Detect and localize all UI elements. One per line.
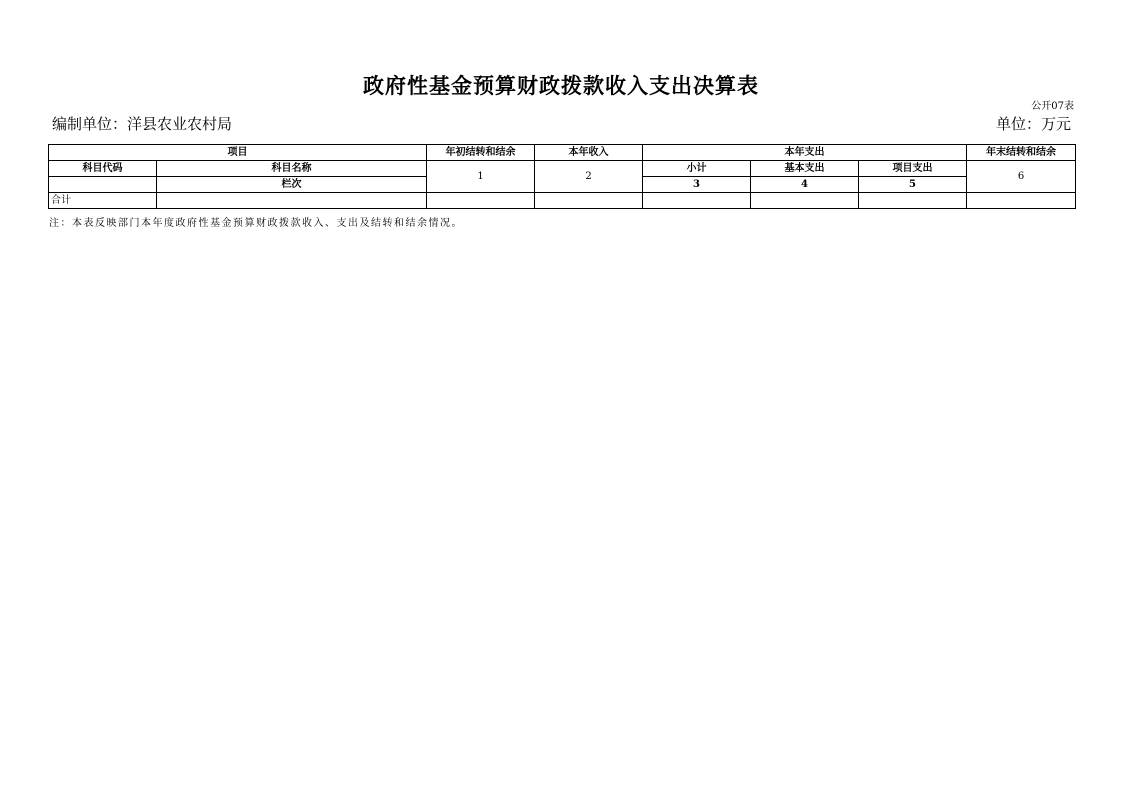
total-end-balance: [967, 193, 1076, 209]
column-number-begin-balance: 1: [427, 161, 535, 193]
empty-code-cell: [49, 177, 157, 193]
header-item: 项目: [49, 145, 427, 161]
budget-table: [48, 144, 1076, 209]
total-project-expense: [859, 193, 967, 209]
prepared-by-unit: 编制单位：洋县农业农村局: [52, 115, 233, 133]
header-project-expense: 项目支出: [859, 161, 967, 177]
header-basic-expense: 基本支出: [751, 161, 859, 177]
header-row-2: [49, 161, 1076, 177]
total-subtotal: [643, 193, 751, 209]
table-note: 注：本表反映部门本年度政府性基金预算财政拨款收入、支出及结转和结余情况。: [49, 218, 463, 229]
header-end-balance: 年末结转和结余: [967, 145, 1076, 161]
column-number-end-balance: 6: [967, 161, 1076, 193]
column-number-project-expense: 5: [859, 177, 967, 193]
header-current-expense: 本年支出: [643, 145, 967, 161]
header-column-index: 栏次: [157, 177, 427, 193]
column-number-basic-expense: 4: [751, 177, 859, 193]
column-number-current-income: 2: [535, 161, 643, 193]
currency-unit: 单位：万元: [995, 115, 1071, 133]
total-basic-expense: [751, 193, 859, 209]
form-code: 公开07表: [1031, 101, 1074, 112]
total-row: [49, 193, 1076, 209]
header-row-1: [49, 145, 1076, 161]
total-label: 合计: [49, 193, 157, 209]
page-title: 政府性基金预算财政拨款收入支出决算表: [363, 73, 759, 98]
total-begin-balance: [427, 193, 535, 209]
header-subtotal: 小计: [643, 161, 751, 177]
header-current-income: 本年收入: [535, 145, 643, 161]
total-current-income: [535, 193, 643, 209]
total-subject-name: [157, 193, 427, 209]
header-subject-name: 科目名称: [157, 161, 427, 177]
column-number-subtotal: 3: [643, 177, 751, 193]
header-subject-code: 科目代码: [49, 161, 157, 177]
header-begin-balance: 年初结转和结余: [427, 145, 535, 161]
